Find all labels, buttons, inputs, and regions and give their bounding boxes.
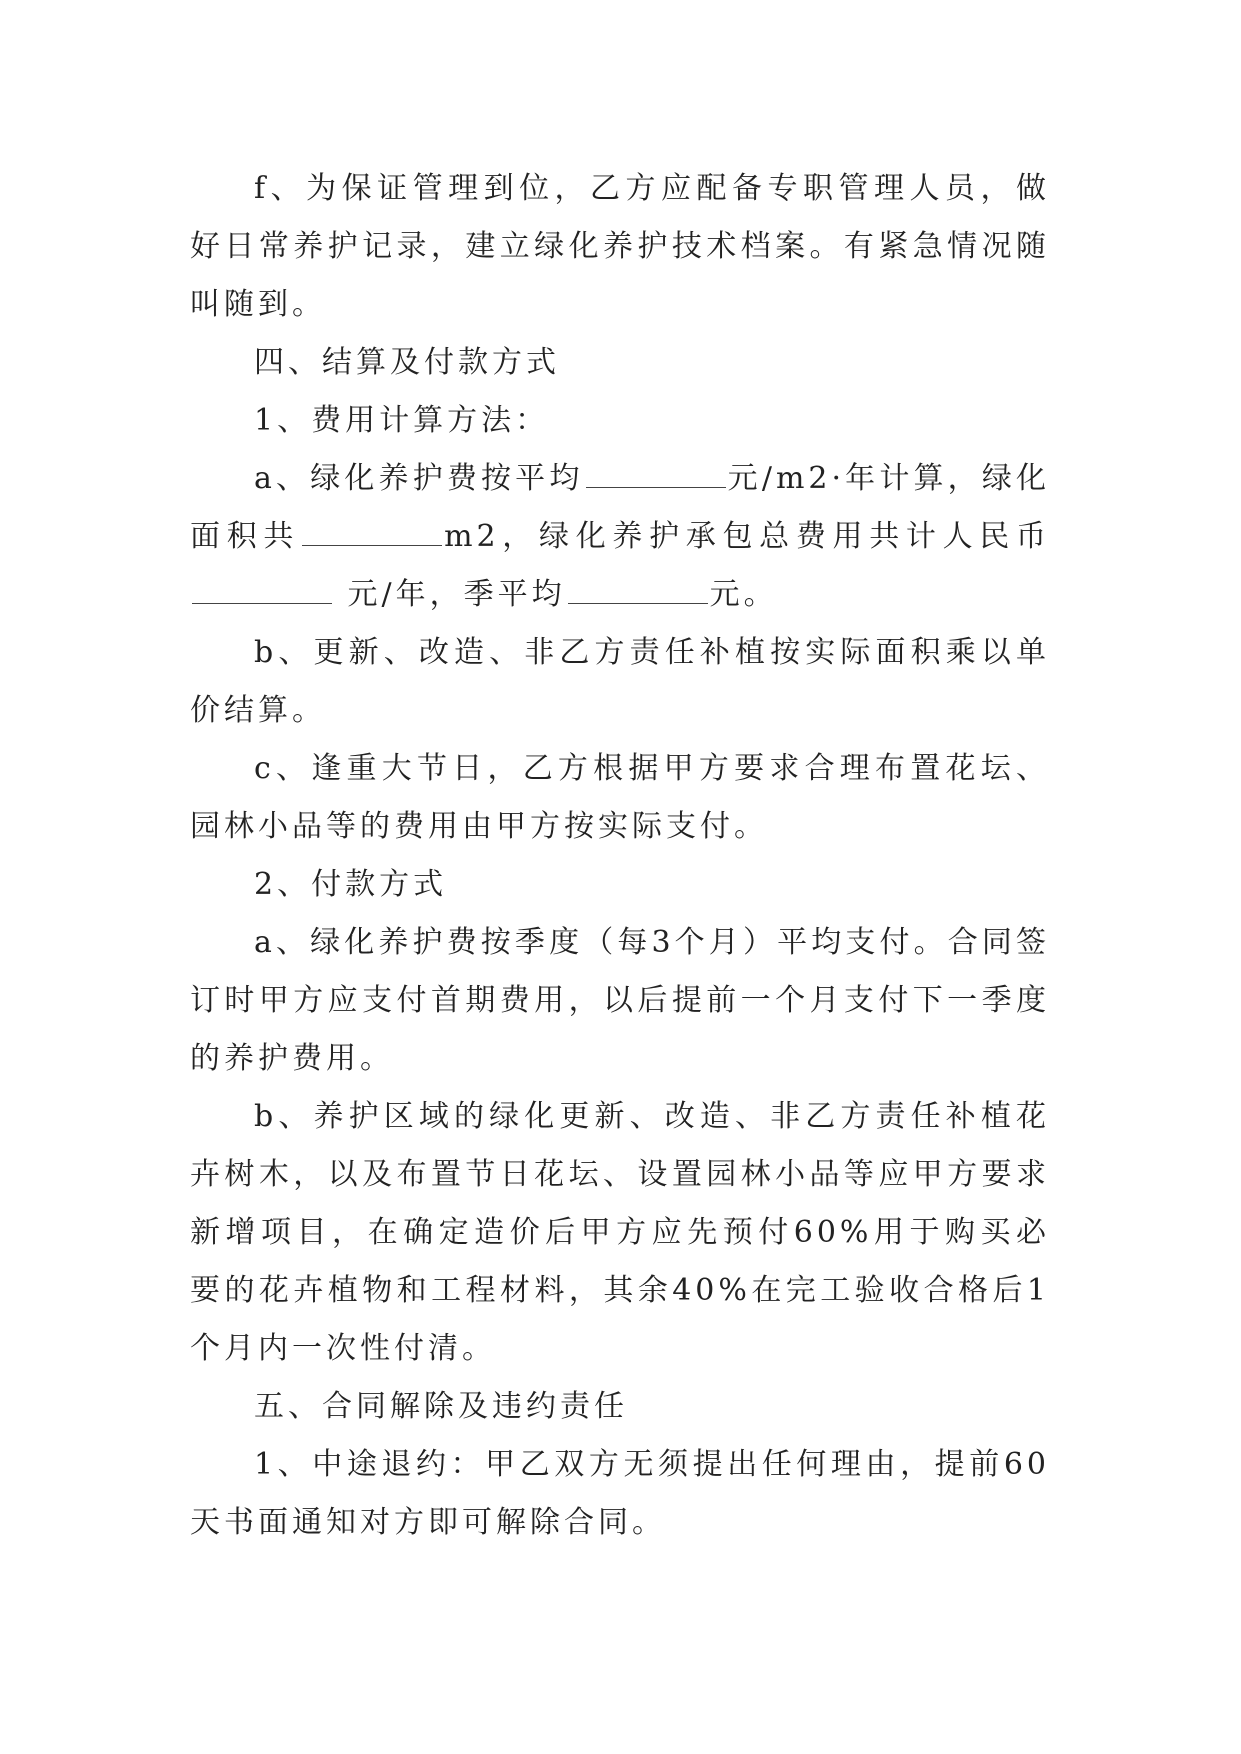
blank-annual-total[interactable] xyxy=(192,577,332,604)
fee-text-3: m2，绿化养护承包总费用共计人民币 xyxy=(444,519,1050,554)
section-heading-settlement: 四、结算及付款方式 xyxy=(254,345,560,380)
document-body xyxy=(190,160,1050,1552)
subheading-payment-method: 2、付款方式 xyxy=(254,867,448,902)
paragraph-holiday-cost: c、逢重大节日，乙方根据甲方要求合理布置花坛、园林小品等的费用由甲方按实际支付。 xyxy=(190,751,1050,844)
blank-quarterly-average[interactable] xyxy=(568,577,708,604)
blank-unit-price[interactable] xyxy=(586,461,726,488)
paragraph-renovation-settlement: b、更新、改造、非乙方责任补植按实际面积乘以单价结算。 xyxy=(190,635,1050,728)
paragraph-fee-calculation xyxy=(190,450,1050,624)
section-heading-termination: 五、合同解除及违约责任 xyxy=(254,1389,628,1424)
fee-text-4: 元/年，季平均 xyxy=(334,577,566,612)
fee-text-2: 元/m2·年计算，绿化面积共 xyxy=(190,461,1050,554)
fee-text-5: 元。 xyxy=(709,577,778,612)
blank-area[interactable] xyxy=(302,519,442,546)
paragraph-prepayment: b、养护区域的绿化更新、改造、非乙方责任补植花卉树木，以及布置节日花坛、设置园林小品等应甲方要求新增项目，在确定造价后甲方应先预付60%用于购买必要的花卉植物和工程材料，其余40%在完工验收合格后1个月内一次性付清。 xyxy=(190,1099,1050,1366)
paragraph-management-staff: f、为保证管理到位，乙方应配备专职管理人员，做好日常养护记录，建立绿化养护技术档案。有紧急情况随叫随到。 xyxy=(190,171,1050,322)
subheading-fee-calculation: 1、费用计算方法： xyxy=(254,403,550,438)
paragraph-early-termination: 1、中途退约：甲乙双方无须提出任何理由，提前60天书面通知对方即可解除合同。 xyxy=(190,1447,1050,1540)
fee-text-1: a、绿化养护费按平均 xyxy=(254,461,584,496)
paragraph-quarterly-payment: a、绿化养护费按季度（每3个月）平均支付。合同签订时甲方应支付首期费用，以后提前一个月支付下一季度的养护费用。 xyxy=(190,925,1050,1076)
